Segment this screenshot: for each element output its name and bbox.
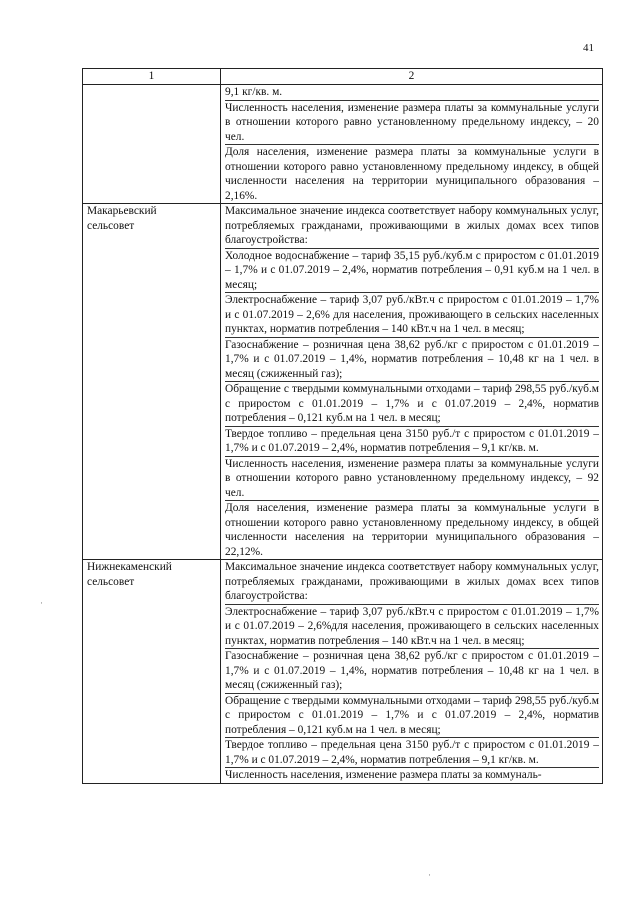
column-header: 1 [83, 69, 221, 85]
paragraph: Газоснабжение – розничная цена 38,62 руб./кг с приростом с 01.01.2019 – 1,7% и с 01.07.2019 – 1,4%, норматив потребления – 10,48 кг на 1 чел. в месяц (сжиженный газ); [225, 338, 599, 380]
scan-speck: · [40, 598, 43, 608]
paragraph: Доля населения, изменение размера платы за коммунальные услуги в отношении которого равно установленному предельному индексу, в общей численности населения на территории муниципального образования – 22,12%. [225, 502, 599, 558]
paragraph: Максимальное значение индекса соответствует набору коммунальных услуг, потребляемых гражданами, проживающими в жилых домах всех типов благоустройства: [225, 561, 599, 602]
tariff-table [82, 68, 603, 784]
paragraph: Максимальное значение индекса соответствует набору коммунальных услуг, потребляемых гражданами, проживающими в жилых домах всех типов благоустройства: [225, 205, 599, 246]
paragraph: Электроснабжение – тариф 3,07 руб./кВт.ч с приростом с 01.01.2019 – 1,7% и с 01.07.2019 – 2,6% для населения, проживающего в сельских населенных пунктах, норматив потребления – 140 кВт.ч на 1 чел. в месяц; [225, 294, 599, 335]
municipality-label: Нижнекаменский сельсовет [83, 560, 221, 784]
paragraph: Холодное водоснабжение – тариф 35,15 руб./куб.м с приростом с 01.01.2019 – 1,7% и с 01.07.2019 – 2,4%, норматив потребления – 0,91 куб.м на 1 чел. в месяц; [225, 249, 599, 291]
paragraph: Доля населения, изменение размера платы за коммунальные услуги в отношении которого равно установленному предельному индексу, в общей численности населения на территории муниципального образования – 2,16%. [225, 146, 599, 202]
description-cell [221, 204, 603, 560]
description-cell [221, 85, 603, 204]
paragraph: Газоснабжение – розничная цена 38,62 руб./кг с приростом с 01.01.2019 – 1,7% и с 01.07.2019 – 1,4%, норматив потребления – 10,48 кг на 1 чел. в месяц (сжиженный газ); [225, 650, 599, 691]
table-row [83, 560, 603, 784]
table-header-row [83, 69, 603, 85]
paragraph: Обращение с твердыми коммунальными отходами – тариф 298,55 руб./куб.м с приростом с 01.01.2019 – 1,7% и с 01.07.2019 – 2,4%, норматив потребления – 0,121 куб.м на 1 чел. в месяц; [225, 694, 599, 736]
table-row [83, 85, 603, 204]
paragraph: 9,1 кг/кв. м. [225, 86, 283, 98]
paragraph: Численность населения, изменение размера платы за коммуналь- [225, 767, 599, 783]
paragraph: Твердое топливо – предельная цена 3150 руб./т с приростом с 01.01.2019 – 1,7% и с 01.07.2019 – 2,4%, норматив потребления – 9,1 кг/кв. м. [225, 739, 599, 766]
paragraph: Численность населения, изменение размера платы за коммунальные услуги в отношении которого равно установленному предельному индексу, – 92 чел. [225, 457, 599, 499]
description-cell [221, 560, 603, 784]
municipality-label: Макарьевский сельсовет [83, 204, 221, 560]
table-row [83, 204, 603, 560]
municipality-label [83, 85, 221, 204]
paragraph: Электроснабжение – тариф 3,07 руб./кВт.ч с приростом с 01.01.2019 – 1,7% и с 01.07.2019 – 2,6%для населения, проживающего в сельских населенных пунктах, норматив потребления – 140 кВт.ч на 1 чел. в месяц; [225, 605, 599, 647]
paragraph: Численность населения, изменение размера платы за коммунальные услуги в отношении которого равно установленному предельному индексу, – 20 чел. [225, 101, 599, 143]
column-header: 2 [221, 69, 603, 85]
scan-speck: · [428, 870, 431, 880]
paragraph: Твердое топливо – предельная цена 3150 руб./т с приростом с 01.01.2019 – 1,7% и с 01.07.2019 – 2,4%, норматив потребления – 9,1 кг/кв. м. [225, 427, 599, 454]
page-number: 41 [583, 42, 594, 54]
paragraph: Обращение с твердыми коммунальными отходами – тариф 298,55 руб./куб.м с приростом с 01.01.2019 – 1,7% и с 01.07.2019 – 2,4%, норматив потребления – 0,121 куб.м на 1 чел. в месяц; [225, 383, 599, 424]
